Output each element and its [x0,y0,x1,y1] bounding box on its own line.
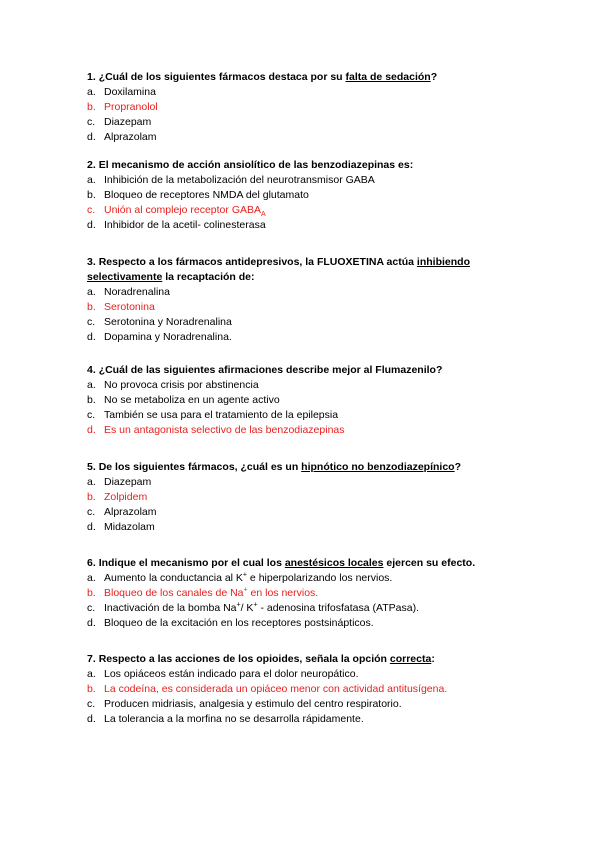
option-text-part: en los nervios. [247,587,319,599]
question-text: la recaptación de: [162,271,255,283]
superscript: + [236,601,241,609]
answer-option [87,330,517,345]
option-text-part: Diazepam [104,476,152,488]
option-letter: c. [87,698,96,710]
option-letter: b. [87,301,96,313]
question-text: Indique el mecanismo por el cual los [98,557,285,569]
option-letter: c. [87,204,96,216]
option-text [104,520,155,535]
option-letter: b. [87,587,96,599]
option-text-part: Noradrenalina [104,286,170,298]
option-letter: d. [87,617,96,629]
option-text-part: Midazolam [104,521,155,533]
question-3 [87,255,517,345]
answer-option [87,100,517,115]
question-text: : [431,653,435,665]
question-text: ? [430,71,438,83]
option-text-part: Dopamina y Noradrenalina. [104,331,232,343]
answer-option [87,697,517,712]
option-text [104,616,374,631]
option-text-part: e hiperpolarizando los nervios. [247,572,393,584]
question-6 [87,556,517,631]
superscript: + [243,586,248,594]
question-text: Respecto a los fármacos antidepresivos, la FLUOXETINA actúa [98,256,417,268]
option-text [104,408,338,423]
option-text [104,85,156,100]
option-text-part: Serotonina y Noradrenalina [104,316,232,328]
option-text [104,330,232,345]
option-text [104,586,318,601]
option-text-part: La codeína, es considerada un opiáceo menor con actividad antitusígena. [104,683,448,695]
option-letter: a. [87,286,96,298]
option-letter: c. [87,409,96,421]
question-title [87,460,517,475]
question-5 [87,460,517,535]
question-number: 5. [87,461,96,473]
option-text [104,475,151,490]
answer-option [87,408,517,423]
option-letter: a. [87,174,96,186]
answer-option [87,393,517,408]
answer-option [87,285,517,300]
option-text [104,173,375,188]
underlined-keyword: correcta [389,653,432,665]
option-text-part: Unión al complejo receptor GABA [104,204,261,216]
answer-option [87,571,517,586]
underlined-keyword: anestésicos locales [284,557,384,569]
question-text: ¿Cuál de las siguientes afirmaciones describe mejor al Flumazenilo? [98,364,443,376]
superscript: + [242,571,248,579]
answer-option [87,203,517,218]
underlined-keyword: inhibiendo selectivamente [87,256,470,283]
question-number: 7. [87,653,96,665]
option-text-part: Inactivación de la bomba Na [104,602,237,614]
question-number: 1. [87,71,96,83]
option-text-part: Producen midriasis, analgesia y estimulo del centro respiratorio. [104,698,402,710]
option-text-part: / K [240,602,254,614]
option-text-part: Bloqueo de los canales de Na [104,587,244,599]
option-text-part: No provoca crisis por abstinencia [104,379,259,391]
answer-option [87,586,517,601]
option-text [104,712,364,727]
option-text [104,285,170,300]
option-letter: a. [87,668,96,680]
question-4 [87,363,517,438]
option-text [104,667,359,682]
answer-option [87,423,517,438]
question-title [87,158,517,173]
question-2 [87,158,517,233]
underlined-keyword: falta de sedación [345,71,431,83]
option-letter: b. [87,101,96,113]
option-text-part: Serotonina [104,301,155,313]
option-text [104,601,419,616]
option-text [104,218,266,233]
question-number: 4. [87,364,96,376]
answer-option [87,218,517,233]
answer-option [87,667,517,682]
option-text [104,490,147,505]
question-text: ¿Cuál de los siguientes fármacos destaca por su [98,71,346,83]
option-text [104,697,402,712]
option-text-part: Inhibición de la metabolización del neurotransmisor GABA [104,174,375,186]
option-text-part: Alprazolam [104,131,157,143]
option-text [104,100,158,115]
answer-option [87,173,517,188]
option-text [104,571,392,586]
question-text: De los siguientes fármacos, ¿cuál es un [98,461,302,473]
option-letter: a. [87,476,96,488]
option-text-part: Inhibidor de la acetil- colinesterasa [104,219,266,231]
answer-option [87,616,517,631]
underlined-keyword: hipnótico no benzodiazepínico [301,461,455,473]
option-text [104,300,155,315]
answer-option [87,130,517,145]
option-text [104,188,309,203]
option-text-part: Bloqueo de la excitación en los receptores postsinápticos. [104,617,374,629]
superscript: + [253,601,258,609]
question-7 [87,652,517,727]
option-text [104,115,151,130]
option-text-part: Diazepam [104,116,152,128]
question-number: 2. [87,159,96,171]
question-number: 3. [87,256,96,268]
option-letter: d. [87,331,96,343]
option-letter: a. [87,572,96,584]
question-text: El mecanismo de acción ansiolítico de las benzodiazepinas es: [98,159,414,171]
option-letter: c. [87,506,96,518]
option-text [104,505,157,520]
subscript: A [261,211,266,219]
option-text [104,378,259,393]
option-text [104,315,232,330]
option-text [104,682,447,697]
option-letter: d. [87,713,96,725]
option-text [104,393,280,408]
option-letter: b. [87,394,96,406]
option-letter: c. [87,116,96,128]
question-title [87,652,517,667]
question-title [87,363,517,378]
option-text [104,130,157,145]
option-text-part: No se metaboliza en un agente activo [104,394,280,406]
option-text-part: La tolerancia a la morfina no se desarrolla rápidamente. [104,713,364,725]
option-text-part: Los opiáceos están indicado para el dolor neuropático. [104,668,359,680]
option-letter: a. [87,86,96,98]
question-title [87,70,517,85]
option-letter: b. [87,189,96,201]
option-text-part: También se usa para el tratamiento de la epilepsia [104,409,339,421]
option-text-part: Zolpidem [104,491,148,503]
question-title [87,556,517,571]
answer-option [87,85,517,100]
question-title [87,255,517,285]
answer-option [87,490,517,505]
option-text-part: Es un antagonista selectivo de las benzodiazepinas [104,424,345,436]
option-text-part: Propranolol [104,101,158,113]
option-letter: b. [87,683,96,695]
question-text: ejercen su efecto. [383,557,476,569]
option-letter: b. [87,491,96,503]
option-text [104,203,266,218]
option-text [104,423,345,438]
answer-option [87,378,517,393]
option-letter: d. [87,521,96,533]
answer-option [87,300,517,315]
answer-option [87,315,517,330]
question-number: 6. [87,557,96,569]
option-text-part: Alprazolam [104,506,157,518]
answer-option [87,682,517,697]
option-text-part: Bloqueo de receptores NMDA del glutamato [104,189,309,201]
answer-option [87,115,517,130]
option-text-part: - adenosina trifosfatasa (ATPasa). [257,602,419,614]
answer-option [87,520,517,535]
answer-option [87,712,517,727]
option-text-part: Doxilamina [104,86,156,98]
option-letter: d. [87,219,96,231]
question-text: ? [454,461,462,473]
option-text-part: Aumento la conductancia al K [104,572,243,584]
answer-option [87,505,517,520]
option-letter: d. [87,424,96,436]
option-letter: a. [87,379,96,391]
question-text: Respecto a las acciones de los opioides, señala la opción [98,653,390,665]
question-1 [87,70,517,145]
option-letter: c. [87,602,96,614]
option-letter: d. [87,131,96,143]
answer-option [87,188,517,203]
answer-option [87,475,517,490]
answer-option [87,601,517,616]
option-letter: c. [87,316,96,328]
